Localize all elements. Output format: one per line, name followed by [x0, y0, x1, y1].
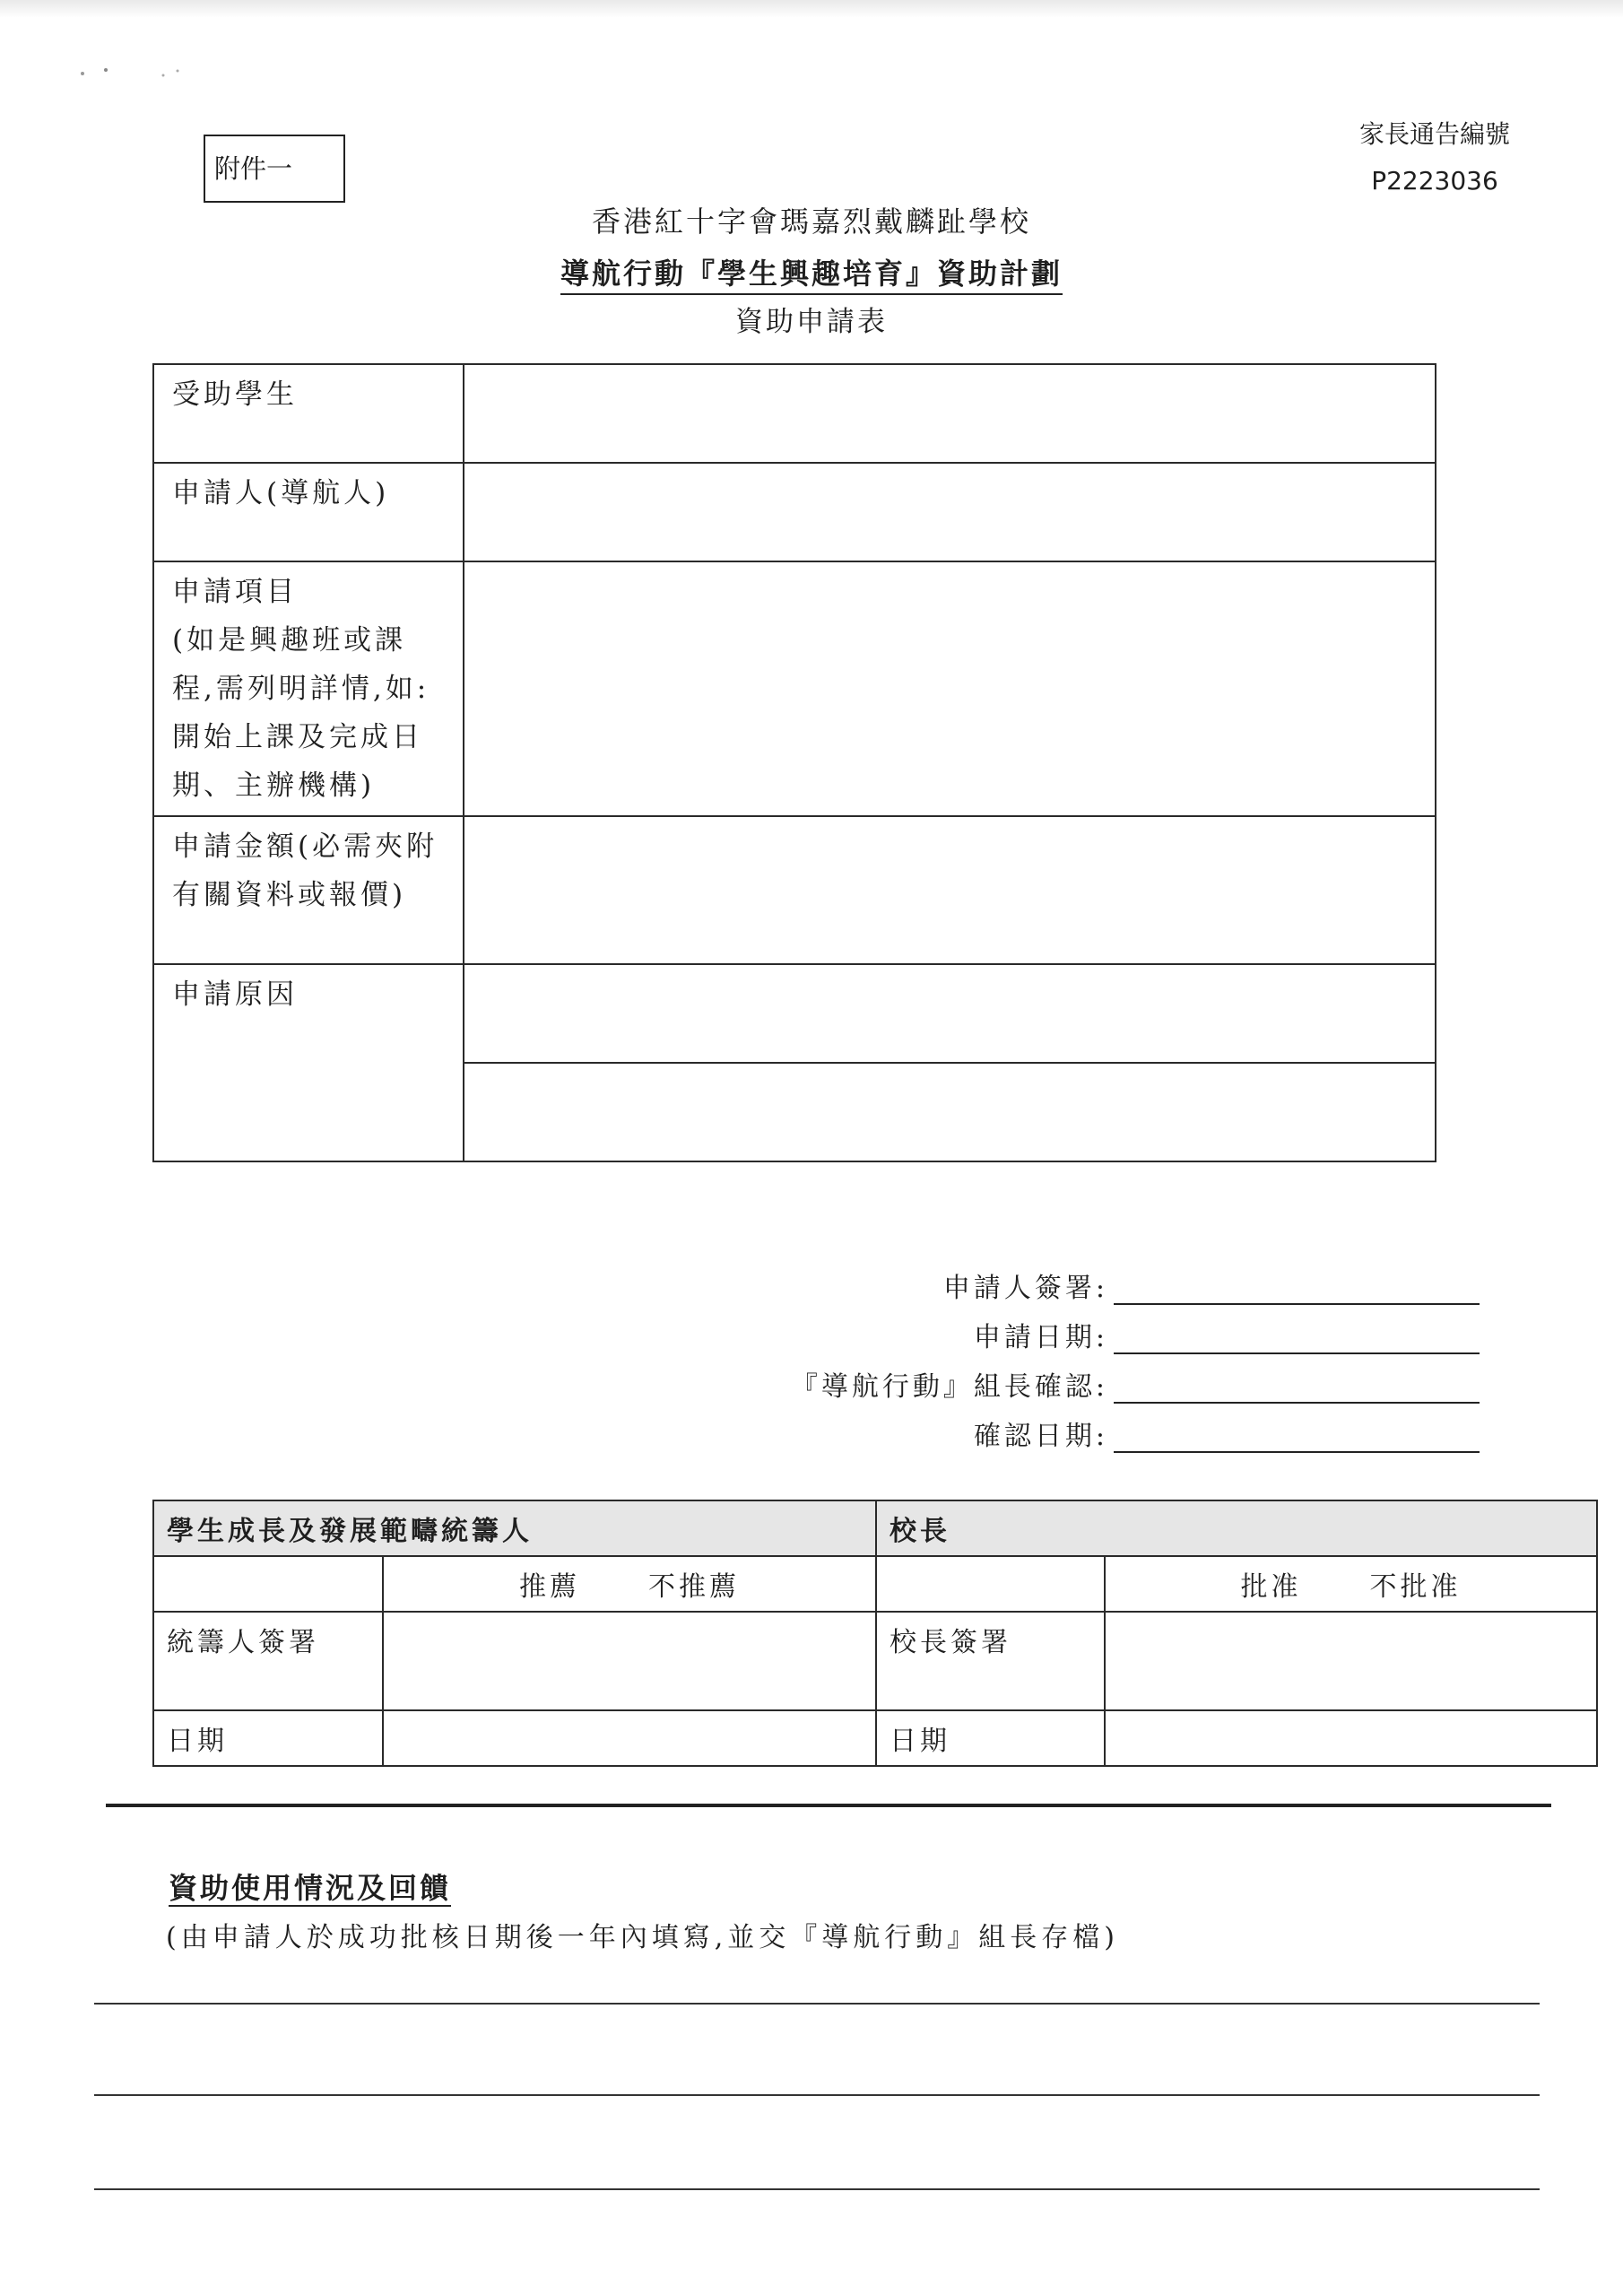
scheme-title-text: 導航行動『學生興趣培育』資助計劃 — [560, 257, 1063, 295]
table-row — [153, 364, 1436, 463]
not-recommend-option[interactable]: 不推薦 — [648, 1571, 740, 1603]
application-date-line[interactable] — [1114, 1322, 1480, 1354]
table-row — [153, 561, 1436, 816]
confirm-date-label: 確認日期: — [973, 1421, 1108, 1452]
signature-row — [744, 1404, 1480, 1453]
label-student: 受助學生 — [153, 364, 464, 463]
approve-options — [1105, 1556, 1597, 1612]
field-item[interactable] — [464, 561, 1436, 816]
principal-date-label: 日期 — [876, 1710, 1105, 1766]
application-date-label: 申請日期: — [973, 1322, 1108, 1353]
applicant-signature-label: 申請人簽署: — [942, 1273, 1108, 1304]
notice-number: P2223036 — [1371, 166, 1498, 196]
coordinator-date-field[interactable] — [383, 1710, 876, 1766]
principal-signature-label: 校長簽署 — [876, 1612, 1105, 1710]
leader-confirm-label: 『導航行動』組長確認: — [790, 1371, 1108, 1403]
coordinator-signature-field[interactable] — [383, 1612, 876, 1710]
principal-header: 校長 — [876, 1500, 1597, 1556]
principal-date-field[interactable] — [1105, 1710, 1597, 1766]
scheme-title — [0, 251, 1623, 292]
field-amount[interactable] — [464, 816, 1436, 964]
table-row — [153, 1556, 1597, 1612]
scan-specks — [72, 63, 206, 117]
feedback-note: (由申請人於成功批核日期後一年內填寫,並交『導航行動』組長存檔) — [166, 1922, 1119, 1953]
table-row — [153, 964, 1436, 1063]
feedback-line-3[interactable] — [94, 2188, 1540, 2190]
principal-signature-field[interactable] — [1105, 1612, 1597, 1710]
field-reason-line-1[interactable] — [464, 964, 1436, 1063]
application-table — [152, 363, 1436, 1162]
school-name: 香港紅十字會瑪嘉烈戴麟趾學校 — [591, 204, 1031, 239]
label-applicant: 申請人(導航人) — [153, 463, 464, 561]
applicant-signature-line[interactable] — [1114, 1273, 1480, 1305]
feedback-line-1[interactable] — [94, 2003, 1540, 2005]
attachment-label: 附件一 — [204, 135, 345, 203]
section-divider — [106, 1804, 1551, 1807]
table-row — [153, 1612, 1597, 1710]
blank-cell — [876, 1556, 1105, 1612]
blank-cell — [153, 1556, 383, 1612]
notice-number-label: 家長通告編號 — [1358, 119, 1510, 149]
label-reason: 申請原因 — [153, 964, 464, 1161]
field-applicant[interactable] — [464, 463, 1436, 561]
feedback-title-text: 資助使用情況及回饋 — [169, 1871, 452, 1905]
form-title: 資助申請表 — [735, 306, 888, 338]
coordinator-date-label: 日期 — [153, 1710, 383, 1766]
signature-row — [744, 1305, 1480, 1354]
label-item: 申請項目 (如是興趣班或課程,需列明詳情,如:開始上課及完成日期、主辦機構) — [153, 561, 464, 816]
table-row — [153, 463, 1436, 561]
coordinator-signature-label: 統籌人簽署 — [153, 1612, 383, 1710]
field-reason-line-2[interactable] — [464, 1063, 1436, 1161]
recommend-option[interactable]: 推薦 — [519, 1571, 580, 1603]
coordinator-header: 學生成長及發展範疇統籌人 — [153, 1500, 876, 1556]
feedback-line-2[interactable] — [94, 2094, 1540, 2096]
not-approve-option[interactable]: 不批准 — [1369, 1571, 1462, 1603]
label-amount: 申請金額(必需夾附有關資料或報價) — [153, 816, 464, 964]
table-row — [153, 1710, 1597, 1766]
recommend-options — [383, 1556, 876, 1612]
scan-top-edge — [0, 0, 1623, 18]
signature-block — [744, 1256, 1480, 1453]
signature-row — [744, 1354, 1480, 1404]
feedback-title — [169, 1866, 451, 1907]
approve-option[interactable]: 批准 — [1240, 1571, 1302, 1603]
field-student[interactable] — [464, 364, 1436, 463]
table-row — [153, 1500, 1597, 1556]
leader-confirm-line[interactable] — [1114, 1371, 1480, 1404]
approval-table — [152, 1500, 1598, 1767]
signature-row — [744, 1256, 1480, 1305]
confirm-date-line[interactable] — [1114, 1421, 1480, 1453]
table-row — [153, 816, 1436, 964]
